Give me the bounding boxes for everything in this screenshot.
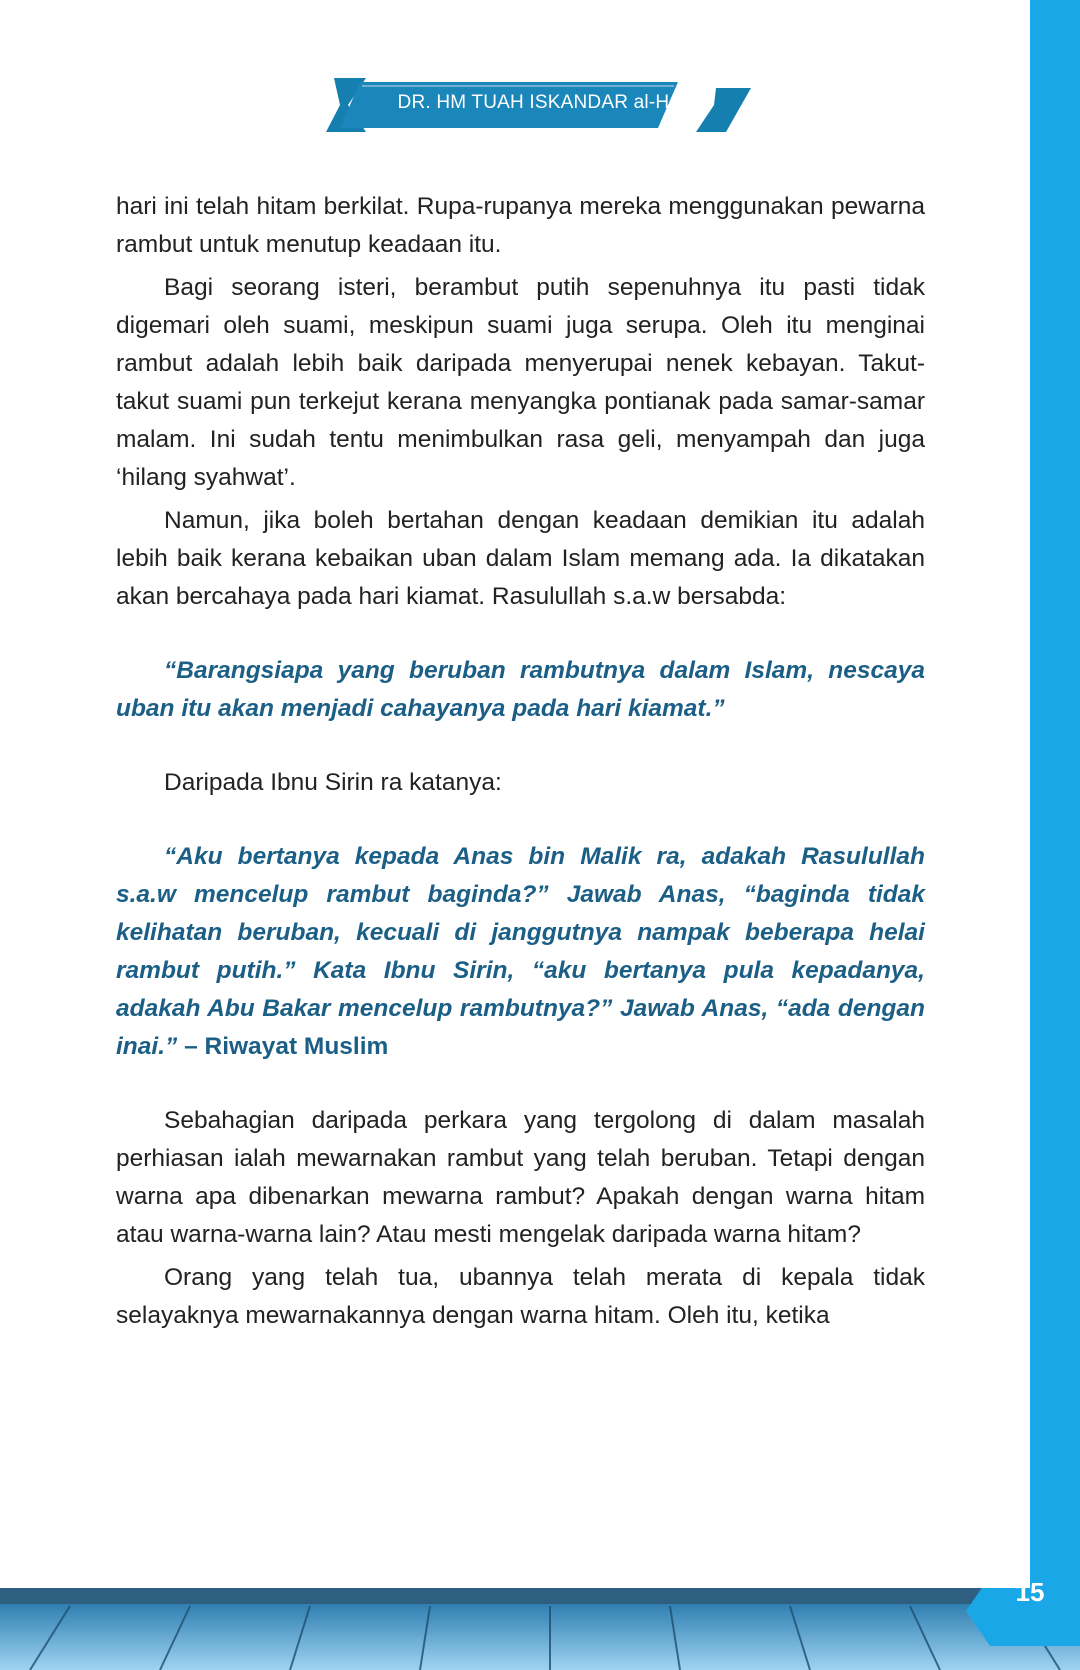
hadith-quote (116, 838, 925, 1066)
footer-floor-graphic (0, 1588, 1080, 1670)
hadith-quote-text: “Aku bertanya kepada Anas bin Malik ra, adakah Rasulullah s.a.w mencelup rambut baginda?” Jawab Anas, “baginda tidak kelihatan beruban, kecuali di janggutnya nampak beberapa helai rambut putih.” Kata Ibnu Sirin, “aku bertanya pula kepadanya, adakah Abu Bakar mencelup rambutnya?” Jawab Anas, “ada dengan inai.” (116, 843, 925, 1060)
paragraph: Orang yang telah tua, ubannya telah merata di kepala tidak selayaknya mewarnakannya dengan warna hitam. Oleh itu, ketika (116, 1264, 925, 1329)
paragraph: Namun, jika boleh bertahan dengan keadaan demikian itu adalah lebih baik kerana kebaikan uban dalam Islam memang ada. Ia dikatakan akan bercahaya pada hari kiamat. Rasulullah s.a.w bersabda: (116, 507, 925, 610)
right-accent-bar (1030, 0, 1080, 1670)
hadith-source: – Riwayat Muslim (177, 1033, 389, 1060)
paragraph: Sebahagian daripada perkara yang tergolong di dalam masalah perhiasan ialah mewarnakan rambut yang telah beruban. Tetapi dengan warna apa dibenarkan mewarna rambut? Apakah dengan warna hitam atau warna-warna lain? Atau mesti mengelak daripada warna hitam? (116, 1107, 925, 1248)
hadith-quote (116, 652, 925, 728)
page-number: 15 (1015, 1577, 1045, 1607)
author-name: DR. HM TUAH ISKANDAR al-Haj (397, 92, 685, 113)
hadith-quote-text: “Barangsiapa yang beruban rambutnya dalam Islam, nescaya uban itu akan menjadi cahayanya pada hari kiamat.” (116, 657, 925, 722)
page-header-ribbon (326, 78, 756, 132)
page-body (116, 188, 925, 1340)
paragraph: Bagi seorang isteri, berambut putih sepenuhnya itu pasti tidak digemari oleh suami, meskipun suami juga serupa. Oleh itu menginai rambut adalah lebih baik daripada menyerupai nenek kebayan. Takut-takut suami pun terkejut kerana menyangka pontianak pada samar-samar malam. Ini sudah tentu menimbulkan rasa geli, menyampah dan juga ‘hilang syahwat’. (116, 274, 925, 491)
paragraph: hari ini telah hitam berkilat. Rupa-rupanya mereka menggunakan pewarna rambut untuk menutup keadaan itu. (116, 193, 925, 258)
paragraph: Daripada Ibnu Sirin ra katanya: (164, 769, 502, 796)
